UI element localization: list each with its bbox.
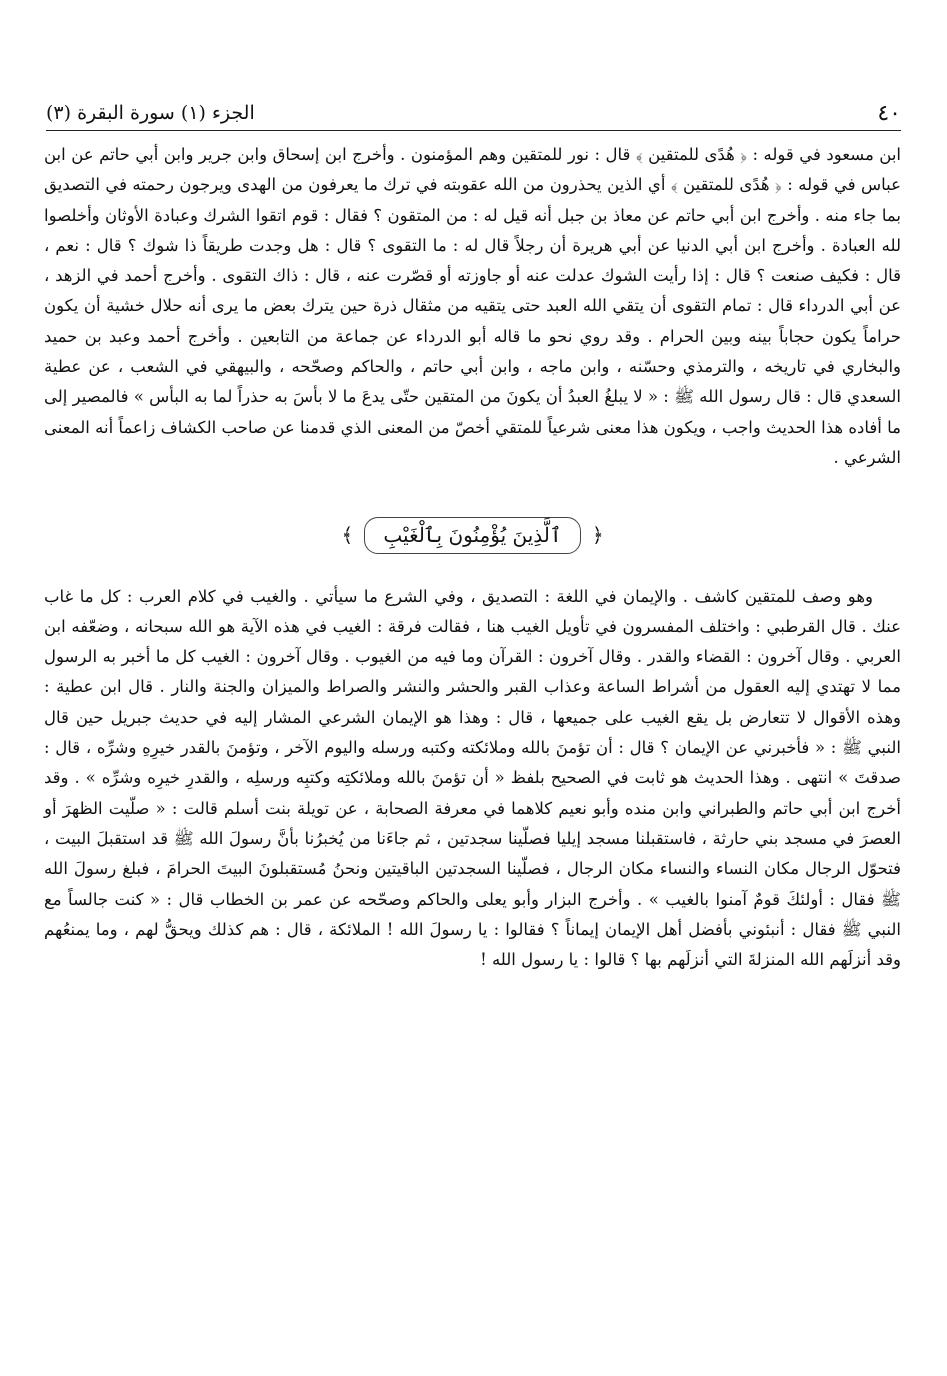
page-number: ٤٠ [877,100,901,126]
ornament-close-icon: ﴾ [341,523,354,548]
paragraph-commentary: وهو وصف للمتقين كاشف . والإيمان في اللغة : التصديق ، وفي الشرع ما سيأتي . والغيب في كلام العرب : كل ما غاب عنك . قال القرطبي : واختلف المفسرون في تأويل الغيب هنا ، فقالت فرقة : الغيب في هذه الآية هو الله سبحانه ، وضعّفه ابن العربي . وقال آخرون : القضاء والقدر . وقال آخرون : القرآن وما فيه من الغيوب . وقال آخرون : الغيب كل ما أخبر به الرسول مما لا تهتدي إليه العقول من أشراط الساعة وعذاب القبر والحشر والنشر والصراط والميزان والجنة والنار . قال ابن عطية : وهذه الأقوال لا تتعارض بل يقع الغيب على جميعها ، قال : وهذا هو الإيمان الشرعي المشار إليه في حديث جبريل حين قال النبي ﷺ : « فأخبرني عن الإيمان ؟ قال : أن تؤمنَ بالله وملائكته وكتبه ورسله واليوم الآخر ، وتؤمنَ بالقدر خيرِهِ وشرِّه ، قال : صدقتَ » انتهى . وهذا الحديث هو ثابت في الصحيح بلفظ « أن تؤمنَ بالله وملائكتِه وكتبِه ورسلِه ، والقدرِ خيرِه وشرِّه » . وقد أخرج ابن أبي حاتم والطبراني وابن منده وأبو نعيم كلاهما في معرفة الصحابة ، عن تويلة بنت أسلم قالت : « صلّيت الظهرَ أو العصرَ في مسجد بني حارثة ، فاستقبلنا مسجد إيليا فصلّينا سجدتين ، ثم جاءَنا من يُخبرُنا بأنَّ رسولَ الله ﷺ قد استقبلَ البيت ، فتحوّل الرجال مكان النساء والنساء مكان الرجال ، فصلّينا السجدتين الباقيتين ونحنُ مُستقبلونَ البيتَ الحرامَ ، فبلغ رسولَ الله ﷺ فقال : أولئكَ قومٌ آمنوا بالغيب » . وأخرج البزار وأبو يعلى والحاكم وصحّحه عن عمر بن الخطاب قال : « كنت جالساً مع النبي ﷺ فقال : أنبئوني بأفضل أهل الإيمان إيماناً ؟ فقالوا : يا رسولَ الله ! الملائكة ، قال : هم كذلك ويحقُّ لهم ، وما يمنعُهم وقد أنزلَهم الله المنزلةَ التي أنزلَهم بها ؟ قالوا : يا رسول الله ! [44,586,901,970]
running-title: الجزء (١) سورة البقرة (٣) [46,102,255,124]
verse-heading [44,517,901,553]
quran-verse: ٱلَّذِينَ يُؤْمِنُونَ بِٱلْغَيْبِ [364,517,580,553]
page-header [46,96,901,131]
page-body [44,140,901,975]
paragraph-intro: ابن مسعود في قوله : ﴿ هُدًى للمتقين ﴾ قال : نور للمتقين وهم المؤمنون . وأخرج ابن إسحاق وابن جرير وابن أبي حاتم عن ابن عباس في قوله : ﴿ هُدًى للمتقين ﴾ أي الذين يحذرون من الله عقوبته في ترك ما يعرفون من الهدى ويرجون رحمته في التصديق بما جاء منه . وأخرج ابن أبي حاتم عن معاذ بن جبل أنه قيل له : من المتقون ؟ فقال : قوم اتقوا الشرك وعبادة الأوثان وأخلصوا لله العبادة . وأخرج ابن أبي الدنيا عن أبي هريرة أن رجلاً قال له : ما التقوى ؟ قال : هل وجدت طريقاً ذا شوك ؟ قال : نعم ، قال : فكيف صنعت ؟ قال : إذا رأيت الشوك عدلت عنه أو جاوزته أو قصّرت عنه ، قال : ذاك التقوى . وأخرج أحمد في الزهد ، عن أبي الدرداء قال : تمام التقوى أن يتقي الله العبد حتى يتقيه من مثقال ذرة حين يترك بعض ما يرى أنه حلال خشية أن يكون حراماً يكون حجاباً بينه وبين الحرام . وقد روي نحو ما قاله أبو الدرداء عن جماعة من التابعين . وأخرج أحمد وعبد بن حميد والبخاري في تاريخه ، والترمذي وحسّنه ، وابن ماجه ، وابن أبي حاتم ، والحاكم وصحّحه ، والبيهقي في الشعب ، عن عطية السعدي قال : قال رسول الله ﷺ : « لا يبلغُ العبدُ أن يكونَ من المتقين حتّى يدعَ ما لا بأسَ به حذراً لما به البأس » فالمصير إلى ما أفاده هذا الحديث واجب ، ويكون هذا معنى شرعياً للمتقي أخصّ من المعنى الذي قدمنا عن صاحب الكشاف زاعماً أنه المعنى الشرعي . [44,145,901,467]
ornament-open-icon: ﴿ [591,523,604,548]
